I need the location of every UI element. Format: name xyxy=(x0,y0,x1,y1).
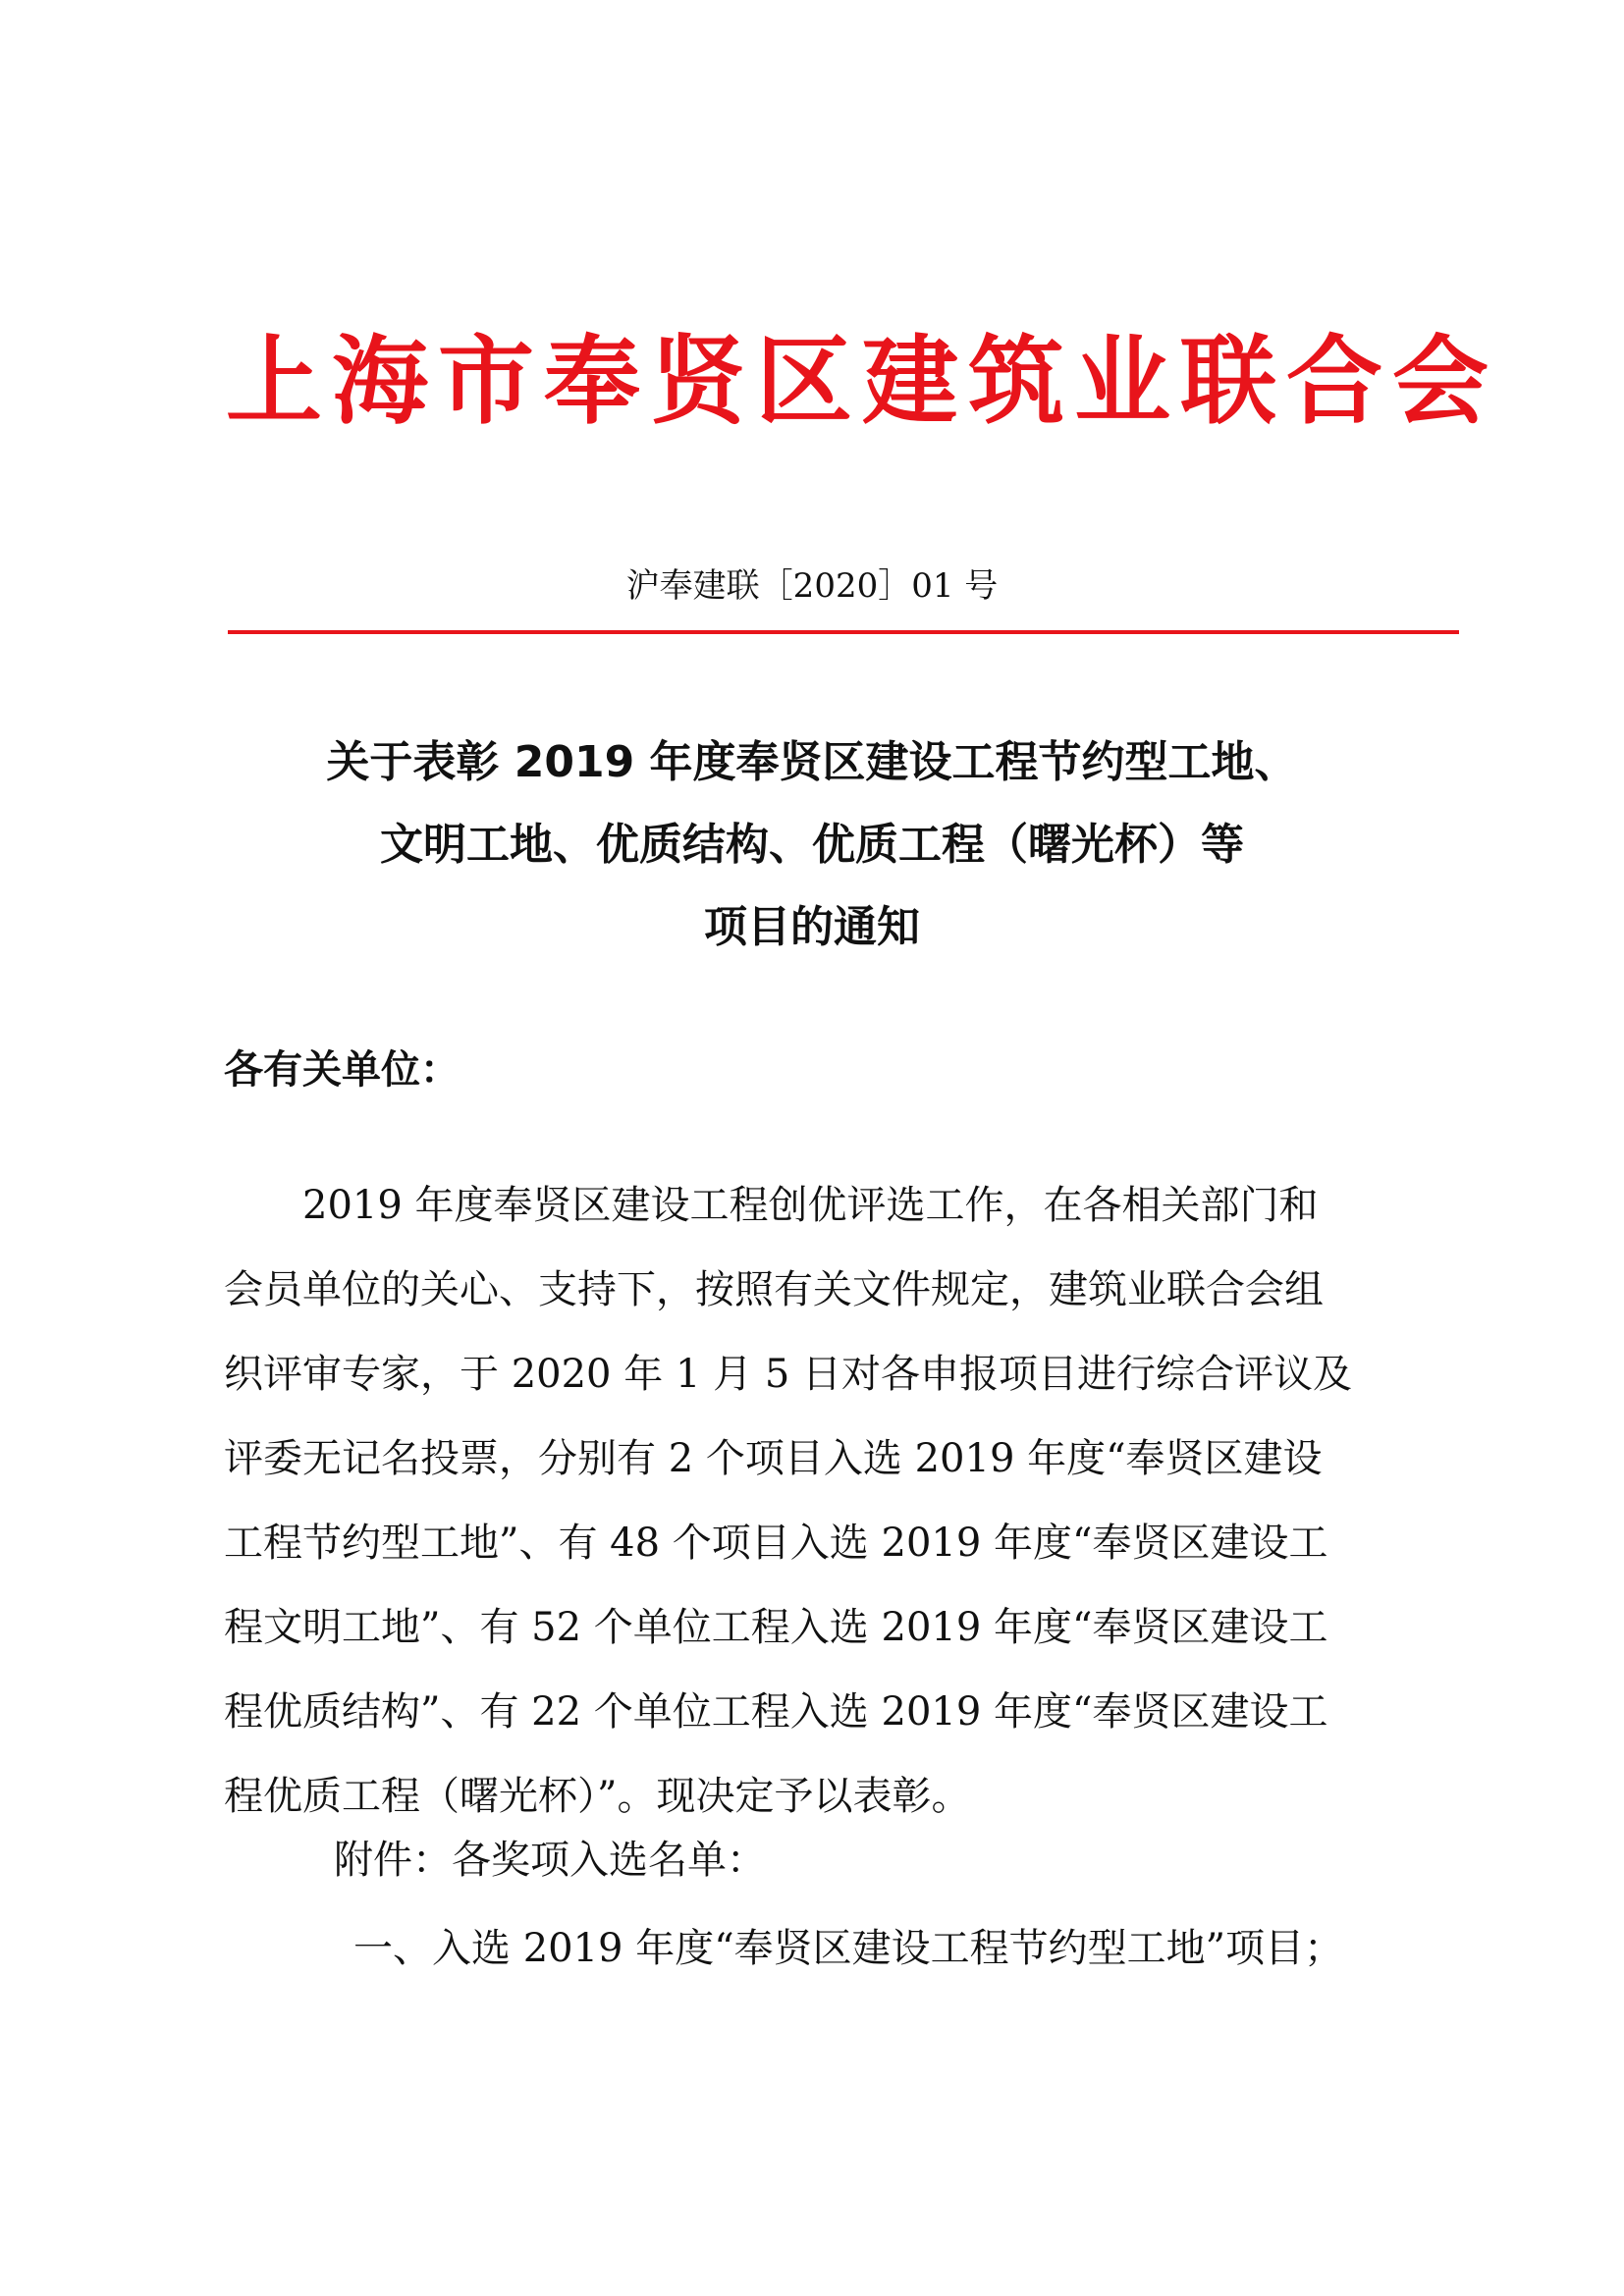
salutation: 各有关单位： xyxy=(224,1047,460,1093)
body-line: 2019 年度奉贤区建设工程创优评选工作，在各相关部门和 xyxy=(224,1183,1319,1228)
notice-title-line-2: 文明工地、优质结构、优质工程（曙光杯）等 xyxy=(380,820,1244,870)
body-paragraph xyxy=(224,1163,1441,1839)
body-line: 程优质结构”、有 22 个单位工程入选 2019 年度“奉贤区建设工 xyxy=(224,1689,1328,1735)
attachment-label: 附件：各奖项入选名单： xyxy=(334,1838,766,1883)
notice-title-line-3: 项目的通知 xyxy=(704,902,920,952)
org-name-heading: 上海市奉贤区建筑业联合会 xyxy=(226,325,1499,438)
notice-title xyxy=(0,721,1624,969)
body-line: 程文明工地”、有 52 个单位工程入选 2019 年度“奉贤区建设工 xyxy=(224,1605,1328,1650)
body-line: 程优质工程（曙光杯）”。现决定予以表彰。 xyxy=(224,1774,971,1819)
body-line: 工程节约型工地”、有 48 个项目入选 2019 年度“奉贤区建设工 xyxy=(224,1521,1328,1566)
document-number: 沪奉建联［2020］01 号 xyxy=(625,566,999,606)
attachment-item-1: 一、入选 2019 年度“奉贤区建设工程节约型工地”项目； xyxy=(353,1926,1344,1971)
red-divider-line xyxy=(228,630,1459,634)
body-line: 评委无记名投票，分别有 2 个项目入选 2019 年度“奉贤区建设 xyxy=(224,1436,1323,1481)
body-line: 会员单位的关心、支持下，按照有关文件规定，建筑业联合会组 xyxy=(224,1267,1324,1312)
notice-title-line-1: 关于表彰 2019 年度奉贤区建设工程节约型工地、 xyxy=(326,737,1298,787)
body-line: 织评审专家，于 2020 年 1 月 5 日对各申报项目进行综合评议及 xyxy=(224,1352,1352,1397)
